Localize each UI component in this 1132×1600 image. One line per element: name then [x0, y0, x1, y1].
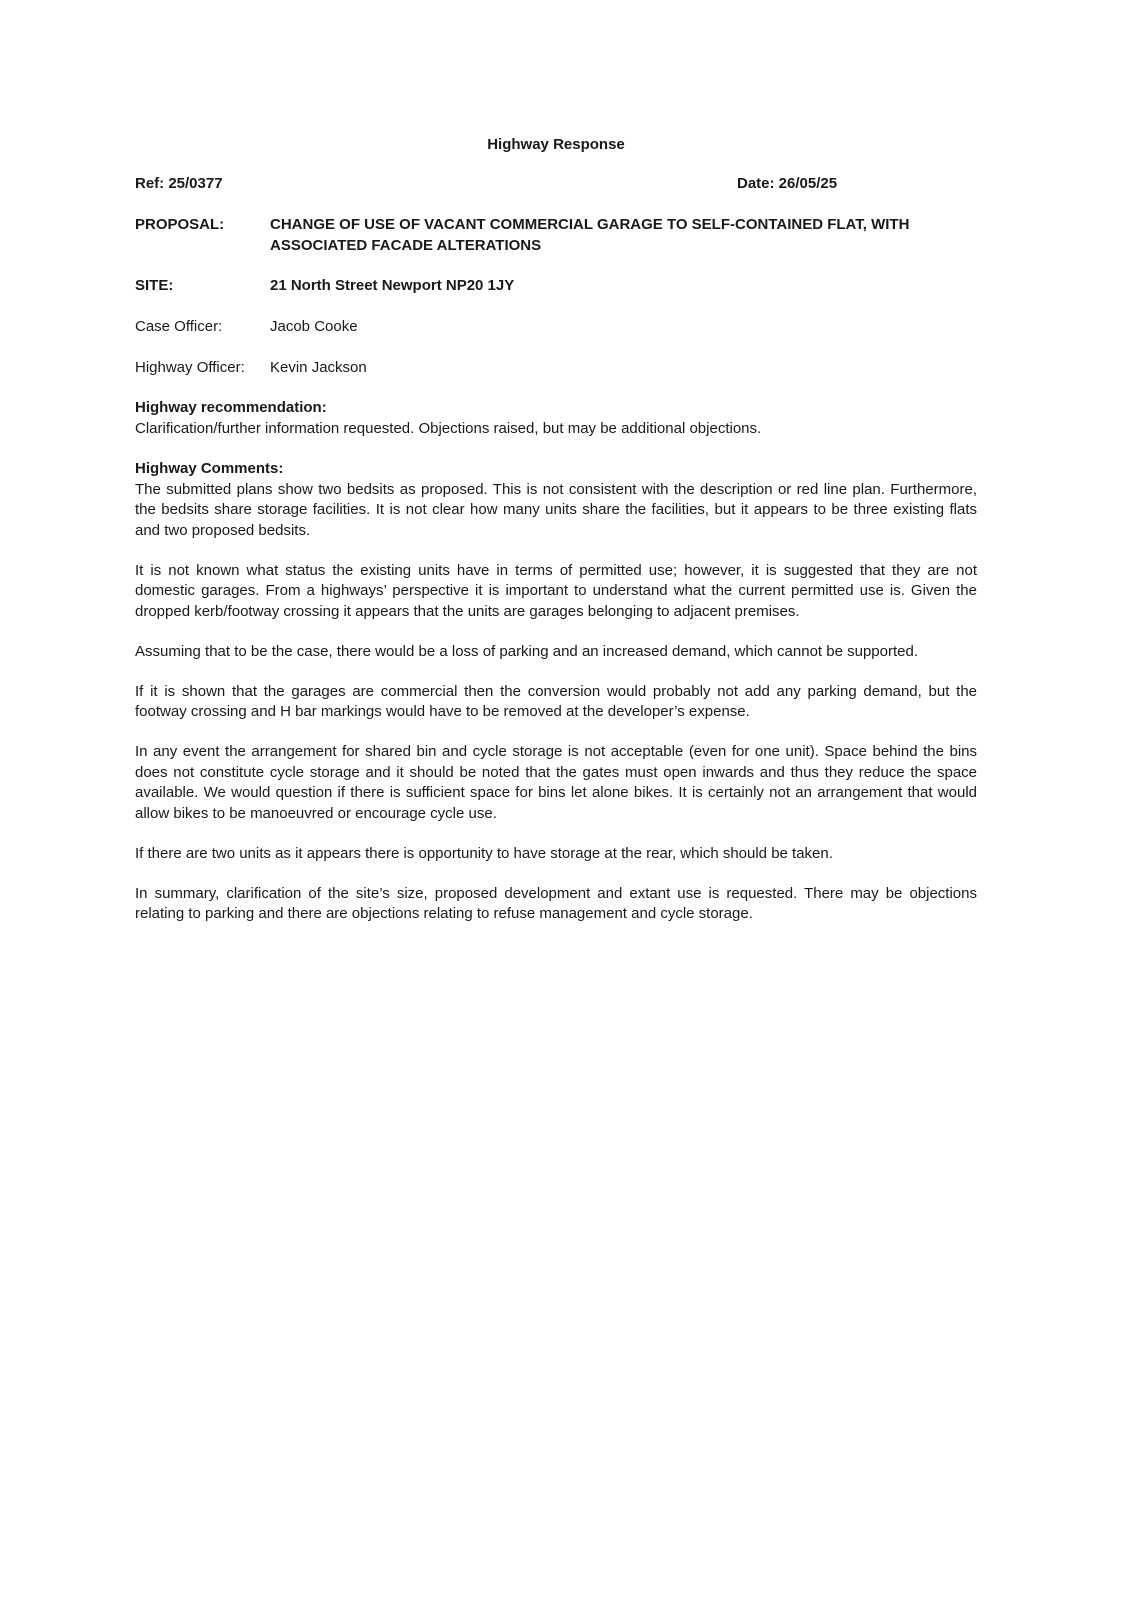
case-officer-value: Jacob Cooke — [270, 318, 358, 335]
comments-paragraph: If there are two units as it appears there is opportunity to have storage at the rear, which should be taken. — [135, 844, 833, 862]
highway-officer-label: Highway Officer: — [135, 359, 245, 376]
comments-heading: Highway Comments: — [135, 460, 284, 477]
site-label: SITE: — [135, 277, 174, 294]
comments-paragraph: The submitted plans show two bedsits as proposed. This is not consistent with the description or red line plan. Furthermore, the bedsits share storage facilities. It is not clear how many units share the facilities, but it appears to be three existing flats and two proposed bedsits. — [135, 480, 977, 539]
comments-paragraph: If it is shown that the garages are commercial then the conversion would probably not add any parking demand, but the footway crossing and H bar markings would have to be removed at the developer’s expense. — [135, 682, 977, 720]
case-officer-row — [135, 316, 977, 337]
proposal-label: PROPOSAL: — [135, 216, 225, 233]
comments-paragraph: In summary, clarification of the site’s size, proposed development and extant use is requested. There may be objections relating to parking and there are objections relating to refuse management and cycle storage. — [135, 884, 977, 922]
site-row — [135, 275, 977, 296]
document-date: Date: 26/05/25 — [737, 175, 838, 192]
highway-officer-row — [135, 357, 977, 378]
comments-paragraph: It is not known what status the existing units have in terms of permitted use; however, it is suggested that they are not domestic garages. From a highways’ perspective it is important to understand what the current permitted use is. Given the dropped kerb/footway crossing it appears that the units are garages belonging to adjacent premises. — [135, 561, 977, 620]
comments-paragraph: In any event the arrangement for shared bin and cycle storage is not acceptable (even for one unit). Space behind the bins does not constitute cycle storage and it should be noted that the gates must open inwards and thus they reduce the space available. We would question if there is sufficient space for bins let alone bikes. It is certainly not an arrangement that would allow bikes to be manoeuvred or encourage cycle use. — [135, 743, 977, 822]
reference-number: Ref: 25/0377 — [135, 175, 223, 192]
document-title: Highway Response — [487, 136, 625, 153]
recommendation-heading: Highway recommendation: — [135, 399, 327, 416]
site-value: 21 North Street Newport NP20 1JY — [270, 277, 515, 294]
ref-date-row — [135, 174, 977, 194]
document-content — [135, 0, 977, 925]
case-officer-label: Case Officer: — [135, 318, 223, 335]
proposal-value: CHANGE OF USE OF VACANT COMMERCIAL GARAGE TO SELF-CONTAINED FLAT, WITH ASSOCIATED FACADE ALTERATIONS — [270, 216, 910, 254]
highway-officer-value: Kevin Jackson — [270, 359, 367, 376]
recommendation-text: Clarification/further information requested. Objections raised, but may be additional objections. — [135, 419, 762, 437]
comments-paragraph: Assuming that to be the case, there would be a loss of parking and an increased demand, which cannot be supported. — [135, 642, 918, 660]
proposal-row — [135, 214, 977, 256]
